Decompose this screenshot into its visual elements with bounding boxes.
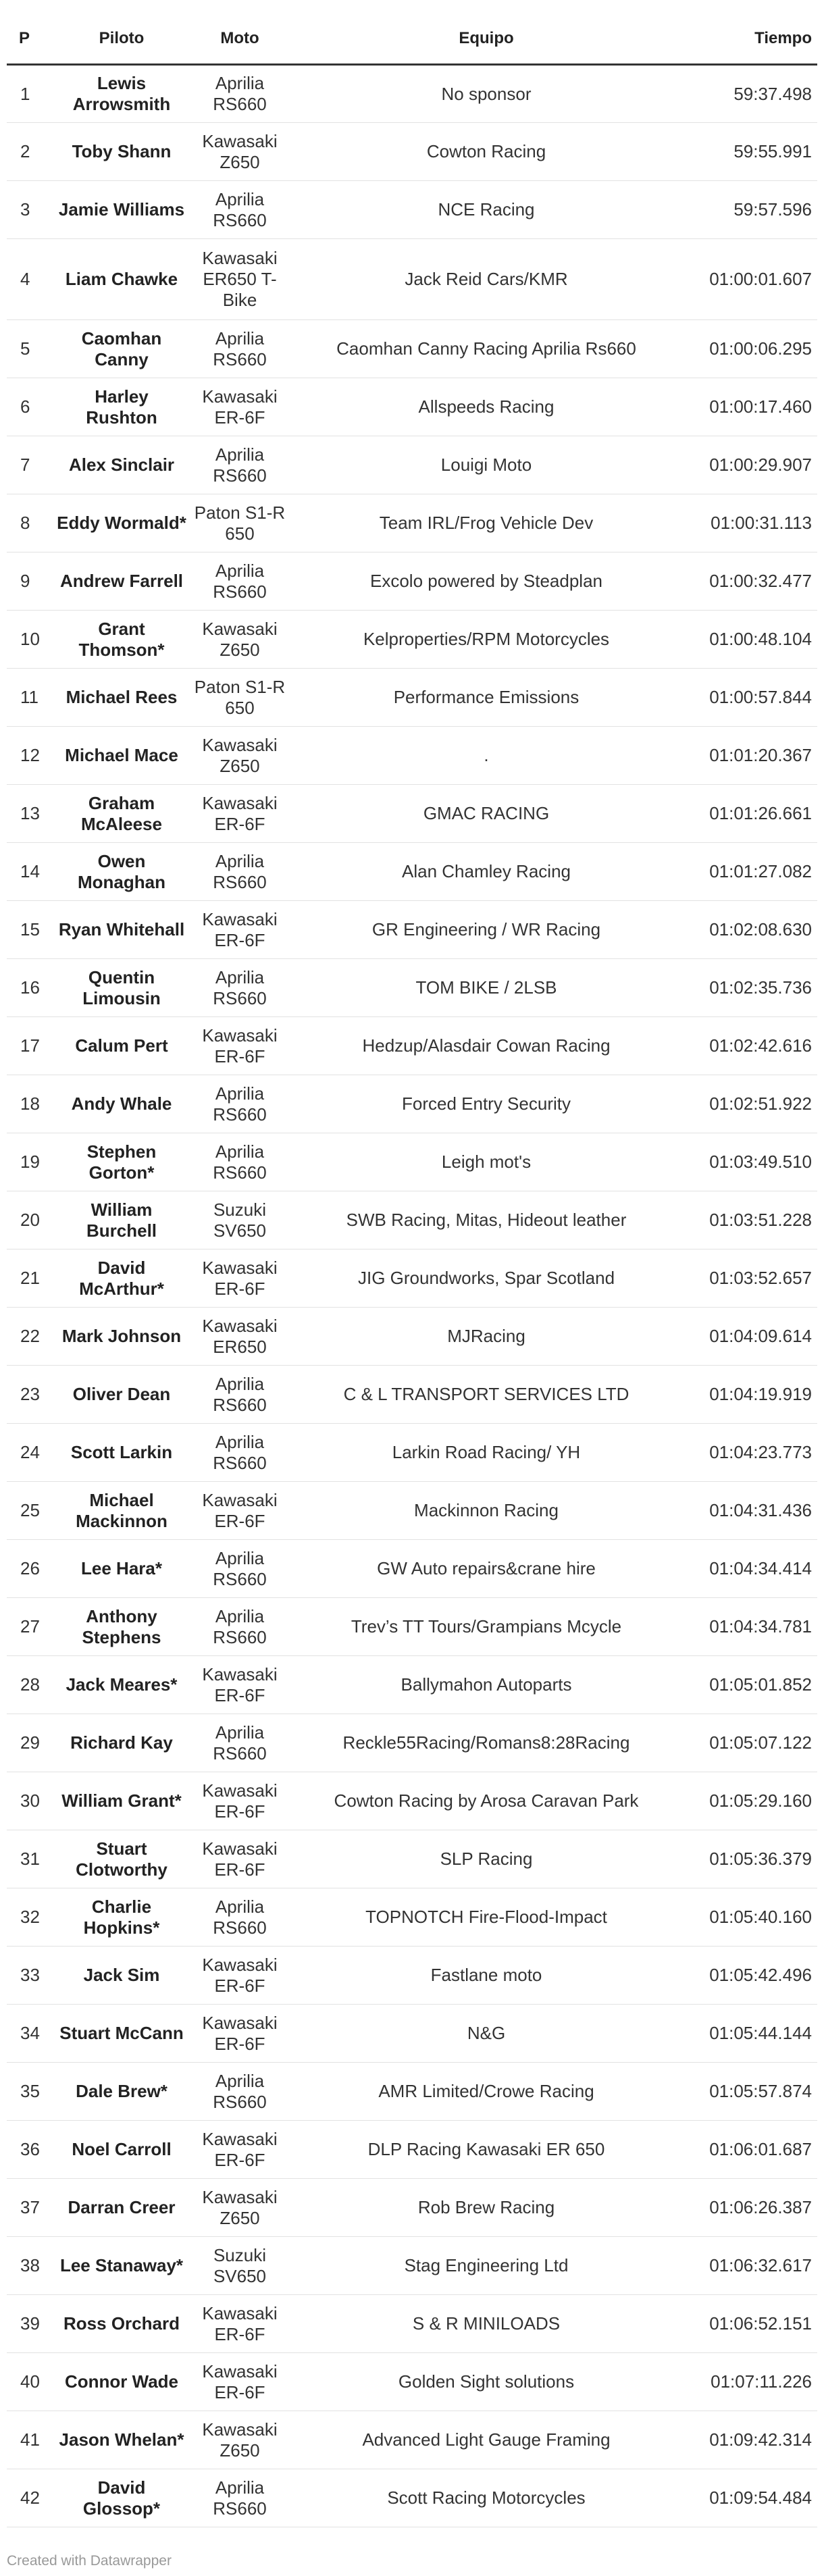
cell-time: 01:00:01.607 (682, 239, 817, 320)
cell-team: S & R MINILOADS (290, 2295, 682, 2353)
table-row (7, 2353, 817, 2411)
table-row (7, 2469, 817, 2527)
table-row (7, 2063, 817, 2121)
cell-position: 9 (7, 552, 54, 611)
cell-time: 01:06:01.687 (682, 2121, 817, 2179)
cell-bike: Kawasaki ER-6F (189, 1830, 290, 1888)
cell-time: 01:00:06.295 (682, 320, 817, 378)
cell-bike: Kawasaki ER-6F (189, 378, 290, 436)
table-row (7, 1540, 817, 1598)
cell-position: 6 (7, 378, 54, 436)
cell-bike: Kawasaki ER650 T-Bike (189, 239, 290, 320)
cell-team: MJRacing (290, 1308, 682, 1366)
cell-rider: Andrew Farrell (54, 552, 189, 611)
cell-rider: Lewis Arrowsmith (54, 65, 189, 123)
cell-bike: Aprilia RS660 (189, 1888, 290, 1947)
cell-position: 36 (7, 2121, 54, 2179)
cell-position: 41 (7, 2411, 54, 2469)
cell-team: TOPNOTCH Fire-Flood-Impact (290, 1888, 682, 1947)
cell-bike: Kawasaki ER-6F (189, 2295, 290, 2353)
cell-team: SWB Racing, Mitas, Hideout leather (290, 1191, 682, 1250)
table-row (7, 843, 817, 901)
cell-bike: Kawasaki ER-6F (189, 785, 290, 843)
cell-rider: Jason Whelan* (54, 2411, 189, 2469)
cell-rider: Alex Sinclair (54, 436, 189, 494)
table-row (7, 959, 817, 1017)
table-row (7, 1191, 817, 1250)
cell-position: 20 (7, 1191, 54, 1250)
cell-team: Cowton Racing (290, 123, 682, 181)
cell-team: Ballymahon Autoparts (290, 1656, 682, 1714)
cell-bike: Kawasaki ER-6F (189, 2121, 290, 2179)
cell-team: SLP Racing (290, 1830, 682, 1888)
cell-time: 01:05:42.496 (682, 1947, 817, 2005)
table-row (7, 1598, 817, 1656)
cell-position: 8 (7, 494, 54, 552)
cell-team: Team IRL/Frog Vehicle Dev (290, 494, 682, 552)
cell-bike: Aprilia RS660 (189, 320, 290, 378)
cell-time: 01:02:51.922 (682, 1075, 817, 1133)
cell-rider: Toby Shann (54, 123, 189, 181)
cell-team: AMR Limited/Crowe Racing (290, 2063, 682, 2121)
cell-bike: Aprilia RS660 (189, 181, 290, 239)
cell-position: 33 (7, 1947, 54, 2005)
table-row (7, 2237, 817, 2295)
cell-time: 01:03:49.510 (682, 1133, 817, 1191)
cell-rider: Stuart Clotworthy (54, 1830, 189, 1888)
cell-bike: Aprilia RS660 (189, 552, 290, 611)
cell-rider: Harley Rushton (54, 378, 189, 436)
cell-rider: Owen Monaghan (54, 843, 189, 901)
cell-bike: Kawasaki ER-6F (189, 1656, 290, 1714)
cell-team: Jack Reid Cars/KMR (290, 239, 682, 320)
cell-bike: Aprilia RS660 (189, 843, 290, 901)
table-row (7, 1366, 817, 1424)
cell-time: 01:06:26.387 (682, 2179, 817, 2237)
cell-bike: Suzuki SV650 (189, 2237, 290, 2295)
table-row (7, 1017, 817, 1075)
cell-time: 01:04:31.436 (682, 1482, 817, 1540)
cell-rider: Jamie Williams (54, 181, 189, 239)
cell-position: 28 (7, 1656, 54, 1714)
cell-bike: Kawasaki ER-6F (189, 1250, 290, 1308)
cell-bike: Kawasaki Z650 (189, 123, 290, 181)
cell-time: 01:00:29.907 (682, 436, 817, 494)
cell-rider: Darran Creer (54, 2179, 189, 2237)
cell-time: 01:04:09.614 (682, 1308, 817, 1366)
table-row (7, 2179, 817, 2237)
cell-bike: Paton S1-R 650 (189, 669, 290, 727)
cell-team: No sponsor (290, 65, 682, 123)
cell-position: 10 (7, 611, 54, 669)
cell-team: Stag Engineering Ltd (290, 2237, 682, 2295)
cell-bike: Kawasaki Z650 (189, 611, 290, 669)
table-row (7, 727, 817, 785)
cell-rider: Jack Meares* (54, 1656, 189, 1714)
cell-position: 37 (7, 2179, 54, 2237)
cell-team: Hedzup/Alasdair Cowan Racing (290, 1017, 682, 1075)
cell-team: Performance Emissions (290, 669, 682, 727)
table-body (7, 65, 817, 2527)
cell-position: 16 (7, 959, 54, 1017)
cell-team: Mackinnon Racing (290, 1482, 682, 1540)
cell-team: . (290, 727, 682, 785)
cell-rider: Anthony Stephens (54, 1598, 189, 1656)
cell-team: Alan Chamley Racing (290, 843, 682, 901)
cell-bike: Kawasaki Z650 (189, 727, 290, 785)
cell-time: 01:05:57.874 (682, 2063, 817, 2121)
cell-bike: Suzuki SV650 (189, 1191, 290, 1250)
cell-team: Trev’s TT Tours/Grampians Mcycle (290, 1598, 682, 1656)
cell-time: 01:03:52.657 (682, 1250, 817, 1308)
cell-time: 01:04:34.781 (682, 1598, 817, 1656)
cell-position: 25 (7, 1482, 54, 1540)
cell-time: 59:37.498 (682, 65, 817, 123)
cell-team: Reckle55Racing/Romans8:28Racing (290, 1714, 682, 1772)
cell-position: 30 (7, 1772, 54, 1830)
table-row (7, 1075, 817, 1133)
cell-team: Advanced Light Gauge Framing (290, 2411, 682, 2469)
cell-bike: Kawasaki ER-6F (189, 1772, 290, 1830)
cell-time: 59:57.596 (682, 181, 817, 239)
table-row (7, 1830, 817, 1888)
cell-bike: Aprilia RS660 (189, 1598, 290, 1656)
header-team[interactable]: Equipo (290, 14, 682, 65)
cell-rider: Andy Whale (54, 1075, 189, 1133)
cell-bike: Paton S1-R 650 (189, 494, 290, 552)
cell-bike: Kawasaki ER-6F (189, 2353, 290, 2411)
cell-position: 12 (7, 727, 54, 785)
cell-rider: Graham McAleese (54, 785, 189, 843)
table-row (7, 1482, 817, 1540)
cell-time: 01:00:31.113 (682, 494, 817, 552)
cell-bike: Kawasaki ER-6F (189, 901, 290, 959)
cell-rider: Dale Brew* (54, 2063, 189, 2121)
cell-position: 19 (7, 1133, 54, 1191)
cell-position: 21 (7, 1250, 54, 1308)
table-row (7, 552, 817, 611)
header-rider[interactable]: Piloto (54, 14, 189, 65)
cell-team: GMAC RACING (290, 785, 682, 843)
cell-position: 5 (7, 320, 54, 378)
header-row (7, 14, 817, 65)
cell-rider: Lee Stanaway* (54, 2237, 189, 2295)
cell-team: Larkin Road Racing/ YH (290, 1424, 682, 1482)
cell-rider: Lee Hara* (54, 1540, 189, 1598)
cell-bike: Aprilia RS660 (189, 1133, 290, 1191)
cell-rider: Scott Larkin (54, 1424, 189, 1482)
cell-bike: Kawasaki Z650 (189, 2411, 290, 2469)
cell-rider: Stuart McCann (54, 2005, 189, 2063)
cell-rider: Grant Thomson* (54, 611, 189, 669)
table-row (7, 1772, 817, 1830)
table-row (7, 1888, 817, 1947)
cell-rider: Michael Mace (54, 727, 189, 785)
cell-position: 2 (7, 123, 54, 181)
cell-rider: Calum Pert (54, 1017, 189, 1075)
cell-team: Leigh mot's (290, 1133, 682, 1191)
cell-time: 01:01:26.661 (682, 785, 817, 843)
cell-team: Caomhan Canny Racing Aprilia Rs660 (290, 320, 682, 378)
cell-time: 01:09:42.314 (682, 2411, 817, 2469)
cell-rider: Michael Rees (54, 669, 189, 727)
cell-rider: David McArthur* (54, 1250, 189, 1308)
cell-bike: Aprilia RS660 (189, 1540, 290, 1598)
table-row (7, 1133, 817, 1191)
header-bike[interactable]: Moto (189, 14, 290, 65)
cell-position: 11 (7, 669, 54, 727)
cell-time: 01:05:07.122 (682, 1714, 817, 1772)
table-row (7, 1947, 817, 2005)
cell-position: 29 (7, 1714, 54, 1772)
cell-rider: Ryan Whitehall (54, 901, 189, 959)
cell-time: 01:01:27.082 (682, 843, 817, 901)
cell-rider: Mark Johnson (54, 1308, 189, 1366)
header-position[interactable]: P (7, 14, 54, 65)
cell-time: 01:07:11.226 (682, 2353, 817, 2411)
datawrapper-credit[interactable]: Created with Datawrapper (7, 2553, 172, 2569)
cell-position: 27 (7, 1598, 54, 1656)
cell-team: N&G (290, 2005, 682, 2063)
cell-rider: David Glossop* (54, 2469, 189, 2527)
cell-time: 01:06:52.151 (682, 2295, 817, 2353)
cell-team: NCE Racing (290, 181, 682, 239)
table-row (7, 611, 817, 669)
cell-rider: Jack Sim (54, 1947, 189, 2005)
cell-bike: Kawasaki ER-6F (189, 1017, 290, 1075)
cell-time: 01:04:34.414 (682, 1540, 817, 1598)
cell-rider: Michael Mackinnon (54, 1482, 189, 1540)
cell-position: 38 (7, 2237, 54, 2295)
cell-team: Cowton Racing by Arosa Caravan Park (290, 1772, 682, 1830)
cell-position: 34 (7, 2005, 54, 2063)
cell-position: 18 (7, 1075, 54, 1133)
cell-position: 39 (7, 2295, 54, 2353)
cell-team: TOM BIKE / 2LSB (290, 959, 682, 1017)
cell-time: 01:05:36.379 (682, 1830, 817, 1888)
cell-time: 01:05:01.852 (682, 1656, 817, 1714)
cell-bike: Aprilia RS660 (189, 2063, 290, 2121)
cell-rider: Quentin Limousin (54, 959, 189, 1017)
cell-team: Golden Sight solutions (290, 2353, 682, 2411)
cell-bike: Kawasaki Z650 (189, 2179, 290, 2237)
cell-rider: Stephen Gorton* (54, 1133, 189, 1191)
cell-rider: Liam Chawke (54, 239, 189, 320)
cell-position: 35 (7, 2063, 54, 2121)
table-row (7, 1250, 817, 1308)
cell-team: Excolo powered by Steadplan (290, 552, 682, 611)
cell-bike: Aprilia RS660 (189, 65, 290, 123)
cell-team: Scott Racing Motorcycles (290, 2469, 682, 2527)
table-row (7, 2005, 817, 2063)
table-row (7, 901, 817, 959)
cell-time: 01:05:29.160 (682, 1772, 817, 1830)
cell-time: 01:00:48.104 (682, 611, 817, 669)
cell-time: 59:55.991 (682, 123, 817, 181)
cell-bike: Kawasaki ER-6F (189, 1947, 290, 2005)
cell-time: 01:04:23.773 (682, 1424, 817, 1482)
cell-time: 01:02:08.630 (682, 901, 817, 959)
cell-time: 01:02:35.736 (682, 959, 817, 1017)
cell-bike: Aprilia RS660 (189, 1075, 290, 1133)
cell-team: DLP Racing Kawasaki ER 650 (290, 2121, 682, 2179)
cell-rider: William Grant* (54, 1772, 189, 1830)
cell-bike: Kawasaki ER-6F (189, 2005, 290, 2063)
cell-team: GR Engineering / WR Racing (290, 901, 682, 959)
cell-bike: Aprilia RS660 (189, 959, 290, 1017)
cell-rider: Ross Orchard (54, 2295, 189, 2353)
cell-position: 40 (7, 2353, 54, 2411)
cell-position: 23 (7, 1366, 54, 1424)
cell-time: 01:01:20.367 (682, 727, 817, 785)
table-row (7, 785, 817, 843)
cell-team: Allspeeds Racing (290, 378, 682, 436)
cell-time: 01:05:44.144 (682, 2005, 817, 2063)
cell-rider: Charlie Hopkins* (54, 1888, 189, 1947)
cell-time: 01:03:51.228 (682, 1191, 817, 1250)
cell-time: 01:00:57.844 (682, 669, 817, 727)
cell-team: Forced Entry Security (290, 1075, 682, 1133)
table-header (7, 14, 817, 65)
cell-bike: Aprilia RS660 (189, 1424, 290, 1482)
cell-position: 26 (7, 1540, 54, 1598)
table-row (7, 1424, 817, 1482)
cell-bike: Aprilia RS660 (189, 2469, 290, 2527)
cell-position: 31 (7, 1830, 54, 1888)
cell-team: GW Auto repairs&crane hire (290, 1540, 682, 1598)
cell-time: 01:02:42.616 (682, 1017, 817, 1075)
cell-rider: Caomhan Canny (54, 320, 189, 378)
cell-time: 01:06:32.617 (682, 2237, 817, 2295)
cell-time: 01:05:40.160 (682, 1888, 817, 1947)
results-table-container (7, 14, 817, 2527)
cell-bike: Aprilia RS660 (189, 436, 290, 494)
cell-position: 13 (7, 785, 54, 843)
cell-bike: Kawasaki ER-6F (189, 1482, 290, 1540)
cell-team: C & L TRANSPORT SERVICES LTD (290, 1366, 682, 1424)
cell-bike: Kawasaki ER650 (189, 1308, 290, 1366)
cell-rider: Noel Carroll (54, 2121, 189, 2179)
cell-position: 24 (7, 1424, 54, 1482)
cell-position: 32 (7, 1888, 54, 1947)
cell-rider: Richard Kay (54, 1714, 189, 1772)
cell-position: 3 (7, 181, 54, 239)
cell-time: 01:00:32.477 (682, 552, 817, 611)
cell-rider: William Burchell (54, 1191, 189, 1250)
cell-position: 22 (7, 1308, 54, 1366)
cell-bike: Aprilia RS660 (189, 1366, 290, 1424)
table-row (7, 436, 817, 494)
cell-time: 01:04:19.919 (682, 1366, 817, 1424)
cell-time: 01:09:54.484 (682, 2469, 817, 2527)
cell-team: Louigi Moto (290, 436, 682, 494)
cell-time: 01:00:17.460 (682, 378, 817, 436)
table-row (7, 669, 817, 727)
table-row (7, 239, 817, 320)
table-row (7, 1714, 817, 1772)
cell-rider: Connor Wade (54, 2353, 189, 2411)
table-row (7, 2121, 817, 2179)
cell-position: 7 (7, 436, 54, 494)
cell-team: Rob Brew Racing (290, 2179, 682, 2237)
table-row (7, 2411, 817, 2469)
cell-position: 4 (7, 239, 54, 320)
table-row (7, 494, 817, 552)
table-row (7, 181, 817, 239)
table-row (7, 2295, 817, 2353)
results-table (7, 14, 817, 2527)
table-row (7, 378, 817, 436)
table-row (7, 1308, 817, 1366)
cell-position: 15 (7, 901, 54, 959)
cell-rider: Eddy Wormald* (54, 494, 189, 552)
table-row (7, 65, 817, 123)
cell-position: 14 (7, 843, 54, 901)
table-row (7, 1656, 817, 1714)
header-time[interactable]: Tiempo (682, 14, 817, 65)
cell-team: Fastlane moto (290, 1947, 682, 2005)
cell-position: 17 (7, 1017, 54, 1075)
cell-bike: Aprilia RS660 (189, 1714, 290, 1772)
cell-position: 42 (7, 2469, 54, 2527)
cell-team: Kelproperties/RPM Motorcycles (290, 611, 682, 669)
cell-team: JIG Groundworks, Spar Scotland (290, 1250, 682, 1308)
cell-rider: Oliver Dean (54, 1366, 189, 1424)
table-row (7, 320, 817, 378)
cell-position: 1 (7, 65, 54, 123)
table-row (7, 123, 817, 181)
